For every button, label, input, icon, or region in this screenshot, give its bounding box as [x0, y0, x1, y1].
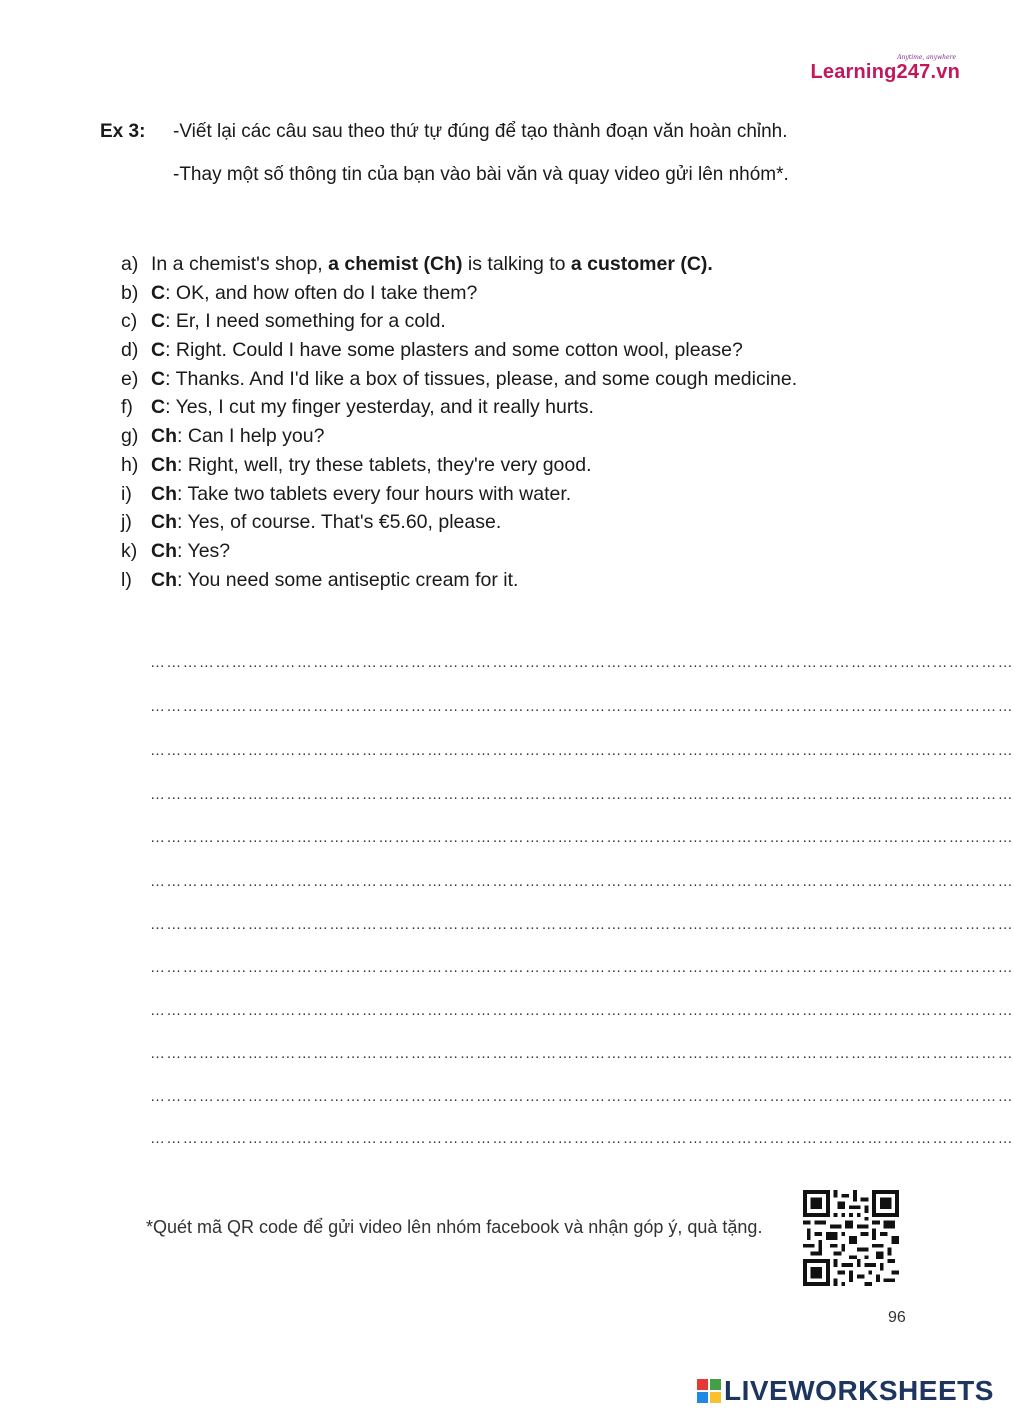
- dialogue-item: [121, 566, 797, 595]
- item-text: : Right, well, try these tablets, they're very good.: [177, 453, 592, 476]
- answer-line[interactable]: ……………………………………………………………………………………………………………………………………………: [150, 959, 1014, 976]
- answer-line[interactable]: ……………………………………………………………………………………………………………………………………………: [150, 1130, 1014, 1147]
- item-label: k): [121, 539, 138, 562]
- logo-tagline: Anytime, anywhere: [897, 54, 956, 61]
- liveworksheets-watermark: [697, 1375, 994, 1407]
- item-label: i): [121, 482, 132, 505]
- footnote-qr-instruction: *Quét mã QR code để gửi video lên nhóm facebook và nhận góp ý, quà tặng.: [146, 1217, 763, 1237]
- speaker: C: [151, 367, 166, 390]
- dialogue-item: [121, 508, 797, 537]
- dialogue-item: [121, 365, 797, 394]
- item-text: : Yes?: [177, 539, 231, 562]
- speaker: C: [151, 339, 166, 362]
- qr-code-icon[interactable]: [803, 1190, 899, 1286]
- liveworksheets-logo-icon: [697, 1379, 721, 1403]
- item-label: a): [121, 253, 139, 275]
- speaker: Ch: [151, 568, 177, 591]
- answer-line[interactable]: ……………………………………………………………………………………………………………………………………………: [150, 1045, 1014, 1062]
- item-bold: a chemist (Ch): [328, 253, 463, 275]
- dialogue-item: [121, 336, 797, 365]
- learning247-logo: [810, 54, 960, 84]
- item-text: : OK, and how often do I take them?: [165, 281, 478, 304]
- item-label: b): [121, 281, 139, 304]
- item-text: : You need some antiseptic cream for it.: [177, 568, 519, 591]
- item-text: : Yes, of course. That's €5.60, please.: [177, 511, 502, 534]
- watermark-text: LIVEWORKSHEETS: [724, 1375, 994, 1406]
- dialogue-item: [121, 537, 797, 566]
- speaker: Ch: [151, 425, 177, 448]
- answer-line[interactable]: ……………………………………………………………………………………………………………………………………………: [150, 829, 1014, 846]
- speaker: C: [151, 281, 166, 304]
- item-text: is talking to: [462, 253, 571, 275]
- speaker: C: [151, 310, 166, 333]
- dialogue-item: [121, 480, 797, 509]
- item-bold: a customer (C).: [570, 253, 713, 275]
- answer-line[interactable]: ……………………………………………………………………………………………………………………………………………: [150, 1088, 1014, 1105]
- answer-line[interactable]: ……………………………………………………………………………………………………………………………………………: [150, 698, 1014, 715]
- instruction-video: -Thay một số thông tin của bạn vào bài văn và quay video gửi lên nhóm*.: [173, 164, 789, 185]
- item-label: j): [121, 511, 132, 534]
- item-label: g): [121, 425, 139, 448]
- item-text: : Yes, I cut my finger yesterday, and it really hurts.: [165, 396, 594, 419]
- item-label: f): [121, 396, 133, 419]
- speaker: C: [151, 396, 166, 419]
- speaker: Ch: [151, 453, 177, 476]
- item-text: In a chemist's shop,: [151, 253, 329, 275]
- item-text: : Can I help you?: [177, 425, 325, 448]
- item-text: : Thanks. And I'd like a box of tissues, please, and some cough medicine.: [165, 367, 798, 390]
- item-text: : Right. Could I have some plasters and some cotton wool, please?: [165, 339, 743, 362]
- page-number: 96: [888, 1309, 906, 1326]
- item-label: d): [121, 339, 139, 362]
- item-label: h): [121, 453, 139, 476]
- dialogue-item: [121, 422, 797, 451]
- answer-line[interactable]: ……………………………………………………………………………………………………………………………………………: [150, 873, 1014, 890]
- answer-line[interactable]: ……………………………………………………………………………………………………………………………………………: [150, 742, 1014, 759]
- answer-line[interactable]: ……………………………………………………………………………………………………………………………………………: [150, 786, 1014, 803]
- dialogue-item: [121, 307, 797, 336]
- speaker: Ch: [151, 539, 177, 562]
- answer-line[interactable]: ……………………………………………………………………………………………………………………………………………: [150, 654, 1014, 671]
- answer-line[interactable]: ……………………………………………………………………………………………………………………………………………: [150, 916, 1014, 933]
- dialogue-item: [121, 279, 797, 308]
- logo-name: Learning247.vn: [810, 61, 960, 83]
- item-text: : Er, I need something for a cold.: [165, 310, 446, 333]
- exercise-label: Ex 3:: [100, 121, 146, 142]
- speaker: Ch: [151, 511, 177, 534]
- dialogue-item: [121, 250, 797, 279]
- item-label: e): [121, 367, 139, 390]
- dialogue-item: [121, 451, 797, 480]
- speaker: Ch: [151, 482, 177, 505]
- item-text: : Take two tablets every four hours with water.: [177, 482, 572, 505]
- answer-line[interactable]: ……………………………………………………………………………………………………………………………………………: [150, 1002, 1014, 1019]
- dialogue-item: [121, 393, 797, 422]
- instruction-reorder: -Viết lại các câu sau theo thứ tự đúng để tạo thành đoạn văn hoàn chỉnh.: [173, 121, 788, 142]
- item-label: l): [121, 568, 132, 591]
- dialogue-items: [121, 250, 797, 594]
- item-label: c): [121, 310, 138, 333]
